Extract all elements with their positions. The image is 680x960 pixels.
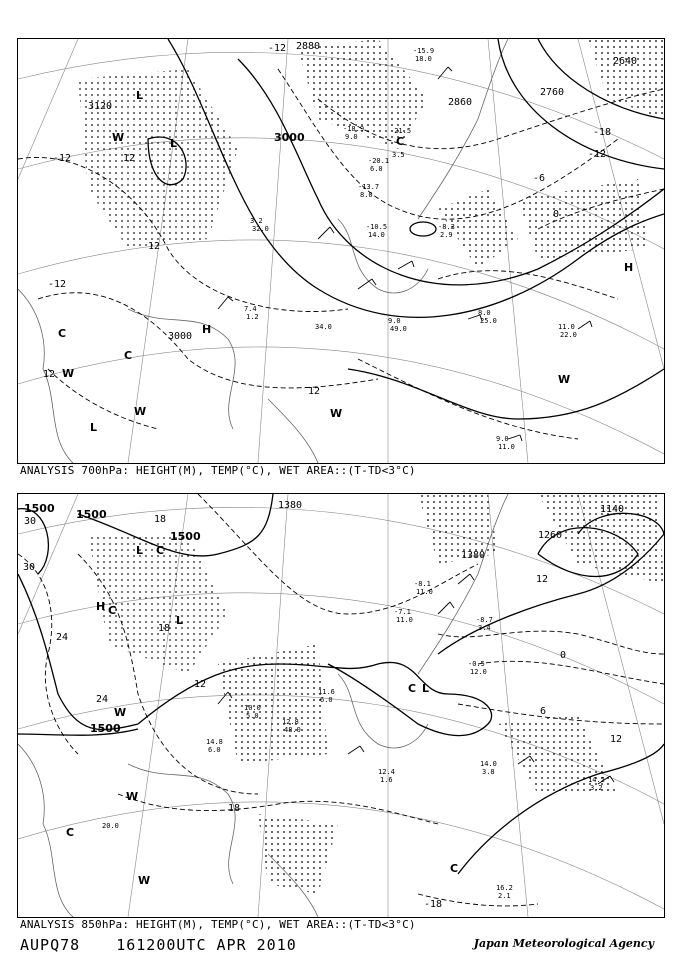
height-label: 1380 (278, 500, 303, 511)
station-temp: 14.2 (588, 776, 605, 784)
station-dewpoint-depression: 6.0 (208, 746, 221, 754)
high-symbol: H (624, 261, 634, 274)
isotherm-label: 18 (228, 803, 241, 814)
station-temp: 14.8 (206, 738, 223, 746)
isotherm-label: 0 (560, 650, 567, 661)
map-panel-850hpa (17, 493, 665, 918)
isotherm-label: -12 (588, 149, 607, 160)
station-temp: 10.0 (244, 704, 261, 712)
low-symbol: L (90, 421, 98, 434)
isotherm-label: -12 (53, 153, 72, 164)
low-symbol: L (170, 137, 178, 150)
isotherm-label: 12 (194, 679, 207, 690)
station-temp: -21.5 (390, 127, 412, 135)
isotherm-label: 12 (148, 241, 161, 252)
low-symbol: L (136, 89, 144, 102)
isotherm-label: -6 (533, 173, 546, 184)
warm-symbol: W (558, 373, 571, 386)
low-symbol: L (422, 682, 430, 695)
station-dewpoint-depression: 6.0 (370, 165, 383, 173)
isotherm-label: 12 (123, 153, 136, 164)
station-temp: -10.5 (366, 223, 388, 231)
isotherm-label: 12 (43, 369, 56, 380)
station-temp: 8.0 (478, 309, 491, 317)
height-label: 2760 (540, 87, 565, 98)
isotherm-label: 30 (23, 562, 36, 573)
height-label: 1260 (538, 530, 563, 541)
isotherm-label: 12 (308, 386, 321, 397)
chart-datetime: 161200UTC APR 2010 (116, 936, 297, 954)
warm-symbol: W (112, 131, 125, 144)
station-temp: 12.8 (282, 718, 299, 726)
height-label: 3000 (274, 131, 305, 144)
station-temp: -8.7 (476, 616, 493, 624)
station-dewpoint-depression: 6.0 (320, 696, 333, 704)
isotherm-label: -12 (48, 279, 67, 290)
chart-code: AUPQ78 (20, 936, 81, 954)
height-label: 2640 (613, 56, 638, 67)
caption-850hpa: ANALYSIS 850hPa: HEIGHT(M), TEMP(°C), WET AREA::(T-TD<3°C) (20, 918, 416, 931)
station-temp: -18.9 (343, 125, 365, 133)
isotherm-label: 12 (536, 574, 549, 585)
height-label: 3120 (88, 101, 113, 112)
caption-700hpa: ANALYSIS 700hPa: HEIGHT(M), TEMP(°C), WET AREA::(T-TD<3°C) (20, 464, 416, 477)
station-temp: 7.4 (244, 305, 257, 313)
low-symbol: L (136, 544, 144, 557)
station-dewpoint-depression: 48.0 (284, 726, 301, 734)
height-label: 3000 (168, 331, 193, 342)
height-label: 1140 (600, 504, 625, 515)
station-dewpoint-depression: 25.0 (480, 317, 497, 325)
station-temp: 3.2 (250, 217, 263, 225)
isotherm-label: 18 (158, 623, 171, 634)
station-dewpoint-depression: 3.5 (392, 151, 405, 159)
station-dewpoint-depression: 11.0 (396, 616, 413, 624)
station-dewpoint-depression: 5.0 (246, 712, 259, 720)
station-temp: -15.9 (413, 47, 435, 55)
station-dewpoint-depression: 1.6 (380, 776, 393, 784)
station-temp: -0.5 (468, 660, 485, 668)
station-dewpoint-depression: 49.0 (390, 325, 407, 333)
station-dewpoint-depression: 18.0 (415, 55, 432, 63)
station-temp: 11.6 (318, 688, 335, 696)
station-temp: 16.2 (496, 884, 513, 892)
station-dewpoint-depression: 1.2 (246, 313, 259, 321)
isotherm-label: 30 (24, 516, 37, 527)
station-temp: 9.0 (496, 435, 509, 443)
station-temp: -8.3 (438, 223, 455, 231)
isotherm-label: 12 (610, 734, 623, 745)
height-label: 2880 (296, 41, 321, 52)
height-label: 1500 (24, 502, 55, 515)
height-label: 2860 (448, 97, 473, 108)
station-temp: -20.1 (368, 157, 390, 165)
station-dewpoint-depression: 11.0 (416, 588, 433, 596)
cold-symbol: C (108, 604, 117, 617)
station-temp: 11.0 (558, 323, 575, 331)
station-dewpoint-depression: 2.9 (440, 231, 453, 239)
station-dewpoint-depression: 11.0 (498, 443, 515, 451)
isotherm-label: 6 (540, 706, 547, 717)
station-temp: 12.4 (378, 768, 395, 776)
height-label: 1500 (90, 722, 121, 735)
station-temp: -7.1 (394, 608, 411, 616)
station-dewpoint-depression: 34.0 (315, 323, 332, 331)
station-dewpoint-depression: 3.4 (478, 624, 491, 632)
station-dewpoint-depression: 12.0 (470, 668, 487, 676)
map-850hpa (18, 494, 664, 917)
cold-symbol: C (58, 327, 67, 340)
station-temp: 20.0 (102, 822, 119, 830)
isotherm-label: -12 (268, 43, 287, 54)
warm-symbol: W (126, 790, 139, 803)
station-dewpoint-depression: 22.0 (560, 331, 577, 339)
map-panel-700hpa (17, 38, 665, 464)
high-symbol: H (96, 600, 106, 613)
isotherm-label: 24 (96, 694, 109, 705)
cold-symbol: C (450, 862, 459, 875)
station-dewpoint-depression: 14.0 (368, 231, 385, 239)
isotherm-label: 18 (154, 514, 167, 525)
isotherm-label: -18 (424, 899, 443, 910)
map-700hpa (18, 39, 664, 463)
station-temp: -8.1 (414, 580, 431, 588)
chart-id-line (20, 936, 323, 954)
cold-symbol: C (396, 135, 405, 148)
station-dewpoint-depression: 3.2 (590, 784, 603, 792)
high-symbol: H (202, 323, 212, 336)
warm-symbol: W (138, 874, 151, 887)
isotherm-label: -18 (593, 127, 612, 138)
agency-name: Japan Meteorological Agency (473, 937, 654, 950)
station-temp: 9.0 (388, 317, 401, 325)
station-dewpoint-depression: 9.0 (345, 133, 358, 141)
warm-symbol: W (330, 407, 343, 420)
station-dewpoint-depression: 2.1 (498, 892, 511, 900)
height-label: 1500 (76, 508, 107, 521)
station-temp: -13.7 (358, 183, 380, 191)
cold-symbol: C (124, 349, 133, 362)
station-dewpoint-depression: 8.0 (360, 191, 373, 199)
warm-symbol: W (134, 405, 147, 418)
height-label: 1500 (170, 530, 201, 543)
cold-symbol: C (408, 682, 417, 695)
isotherm-label: 24 (56, 632, 69, 643)
station-temp: 14.0 (480, 760, 497, 768)
isotherm-label: 0 (553, 209, 560, 220)
station-dewpoint-depression: 3.8 (482, 768, 495, 776)
low-symbol: L (176, 614, 184, 627)
cold-symbol: C (66, 826, 75, 839)
station-dewpoint-depression: 32.0 (252, 225, 269, 233)
warm-symbol: W (62, 367, 75, 380)
cold-symbol: C (156, 544, 165, 557)
warm-symbol: W (114, 706, 127, 719)
height-label: 1380 (461, 550, 486, 561)
